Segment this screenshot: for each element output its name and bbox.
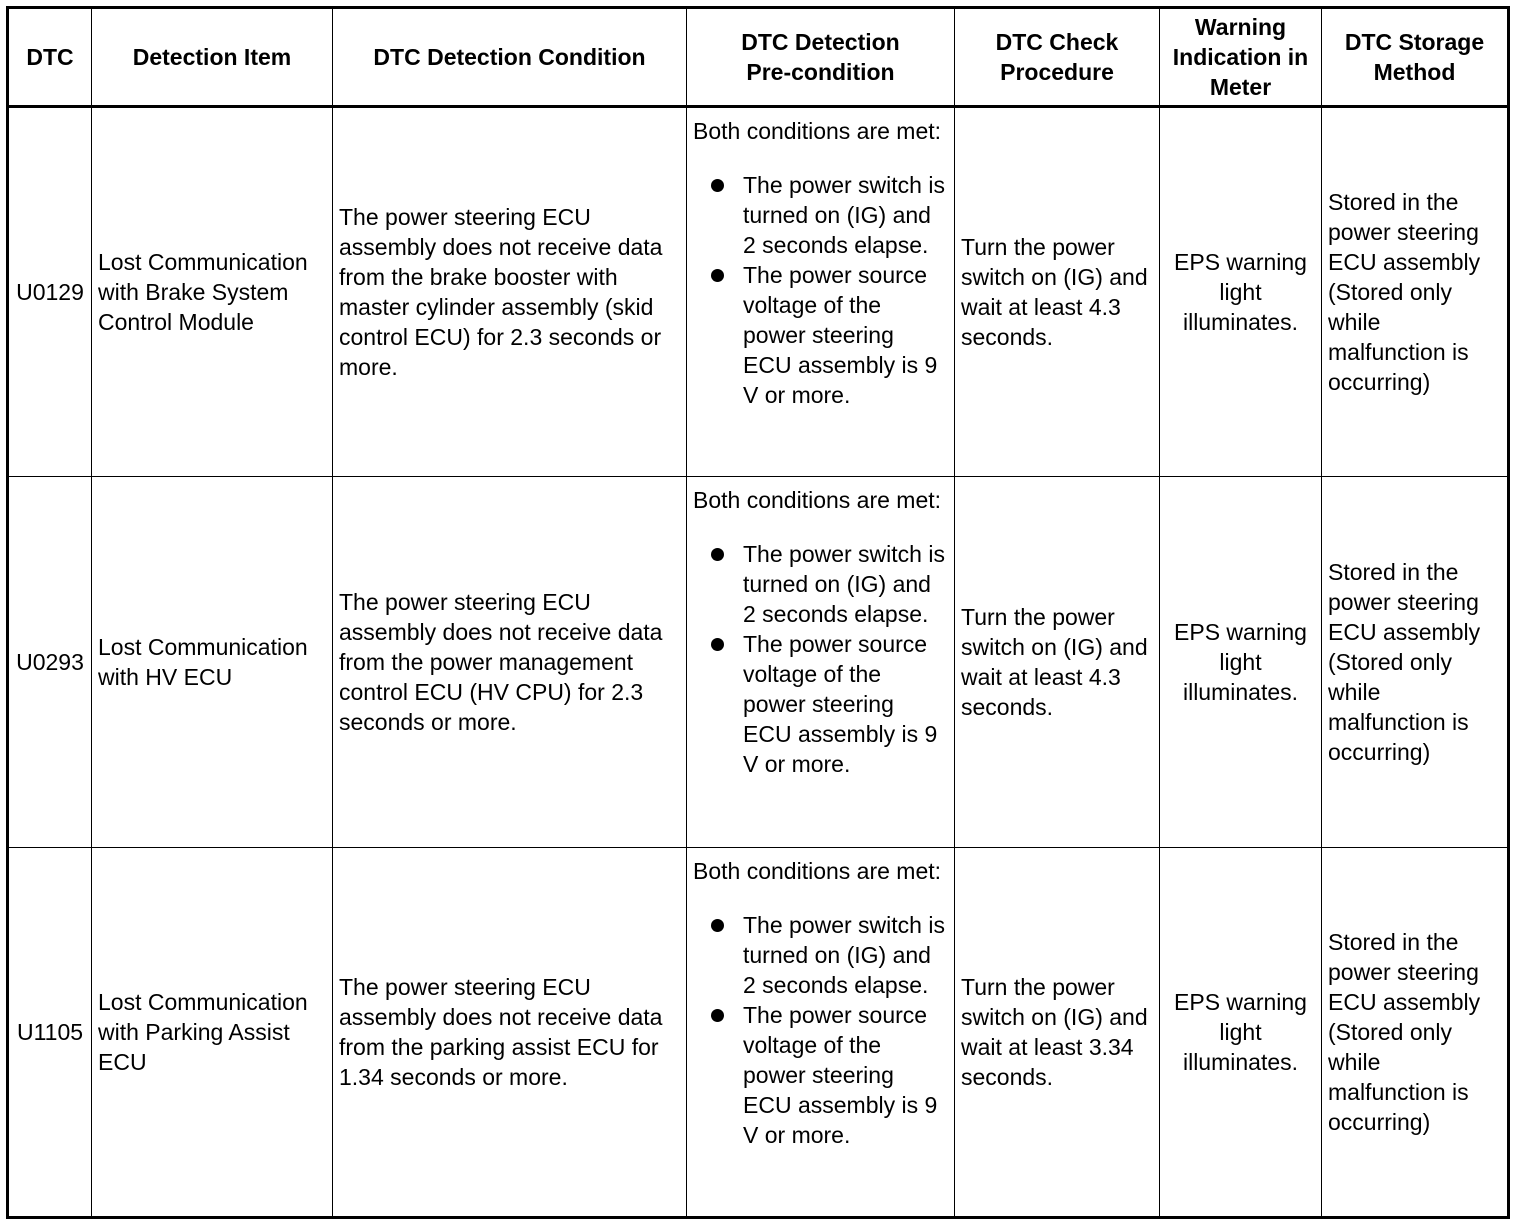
precondition-item <box>693 170 948 260</box>
header-dtc: DTC <box>8 8 92 107</box>
precondition-item <box>693 539 948 629</box>
bullet-icon <box>711 179 724 192</box>
storage-cell: Stored in the power steering ECU assembly (Stored only while malfunction is occurring) <box>1322 847 1509 1217</box>
precondition-cell <box>687 107 955 477</box>
bullet-icon <box>711 548 724 561</box>
detection-item-cell: Lost Communication with HV ECU <box>92 477 333 847</box>
dtc-code-cell: U0293 <box>8 477 92 847</box>
table-row <box>8 477 1509 847</box>
precondition-item-text: The power switch is turned on (IG) and 2 seconds elapse. <box>743 911 945 998</box>
detection-condition-cell: The power steering ECU assembly does not receive data from the brake booster with master cylinder assembly (skid control ECU) for 2.3 seconds or more. <box>333 107 687 477</box>
header-storage: DTC Storage Method <box>1322 8 1509 107</box>
warning-cell: EPS warning light illuminates. <box>1160 477 1322 847</box>
bullet-icon <box>711 638 724 651</box>
precondition-item <box>693 1000 948 1150</box>
detection-condition-cell: The power steering ECU assembly does not receive data from the power management control ECU (HV CPU) for 2.3 seconds or more. <box>333 477 687 847</box>
header-detection-condition: DTC Detection Condition <box>333 8 687 107</box>
storage-cell: Stored in the power steering ECU assembly (Stored only while malfunction is occurring) <box>1322 107 1509 477</box>
precondition-list <box>693 910 948 1150</box>
table-row <box>8 107 1509 477</box>
detection-item-cell: Lost Communication with Parking Assist ECU <box>92 847 333 1217</box>
check-procedure-cell: Turn the power switch on (IG) and wait at least 3.34 seconds. <box>955 847 1160 1217</box>
header-warning: Warning Indication in Meter <box>1160 8 1322 107</box>
precondition-list <box>693 539 948 779</box>
precondition-item-text: The power switch is turned on (IG) and 2 seconds elapse. <box>743 541 945 628</box>
header-row <box>8 8 1509 107</box>
bullet-icon <box>711 269 724 282</box>
precondition-intro: Both conditions are met: <box>693 857 942 884</box>
precondition-item <box>693 910 948 1000</box>
check-procedure-cell: Turn the power switch on (IG) and wait at least 4.3 seconds. <box>955 477 1160 847</box>
precondition-cell <box>687 847 955 1217</box>
storage-cell: Stored in the power steering ECU assembly (Stored only while malfunction is occurring) <box>1322 477 1509 847</box>
header-detection-item: Detection Item <box>92 8 333 107</box>
warning-cell: EPS warning light illuminates. <box>1160 847 1322 1217</box>
precondition-item <box>693 260 948 410</box>
dtc-code-cell: U0129 <box>8 107 92 477</box>
header-check-procedure: DTC Check Procedure <box>955 8 1160 107</box>
precondition-cell <box>687 477 955 847</box>
precondition-item-text: The power source voltage of the power steering ECU assembly is 9 V or more. <box>743 1001 938 1148</box>
detection-item-cell: Lost Communication with Brake System Control Module <box>92 107 333 477</box>
warning-cell: EPS warning light illuminates. <box>1160 107 1322 477</box>
table-row <box>8 847 1509 1217</box>
bullet-icon <box>711 1009 724 1022</box>
precondition-item-text: The power switch is turned on (IG) and 2 seconds elapse. <box>743 172 945 258</box>
header-precondition: DTC Detection Pre-condition <box>687 8 955 107</box>
precondition-item-text: The power source voltage of the power steering ECU assembly is 9 V or more. <box>743 262 938 408</box>
precondition-intro: Both conditions are met: <box>693 118 942 144</box>
dtc-code-cell: U1105 <box>8 847 92 1217</box>
table-body <box>8 107 1509 1218</box>
check-procedure-cell: Turn the power switch on (IG) and wait at least 4.3 seconds. <box>955 107 1160 477</box>
precondition-item-text: The power source voltage of the power steering ECU assembly is 9 V or more. <box>743 631 938 778</box>
bullet-icon <box>711 919 724 932</box>
detection-condition-cell: The power steering ECU assembly does not receive data from the parking assist ECU for 1.34 seconds or more. <box>333 847 687 1217</box>
precondition-item <box>693 629 948 779</box>
dtc-table <box>6 6 1510 1219</box>
precondition-list <box>693 170 948 410</box>
precondition-intro: Both conditions are met: <box>693 487 942 514</box>
